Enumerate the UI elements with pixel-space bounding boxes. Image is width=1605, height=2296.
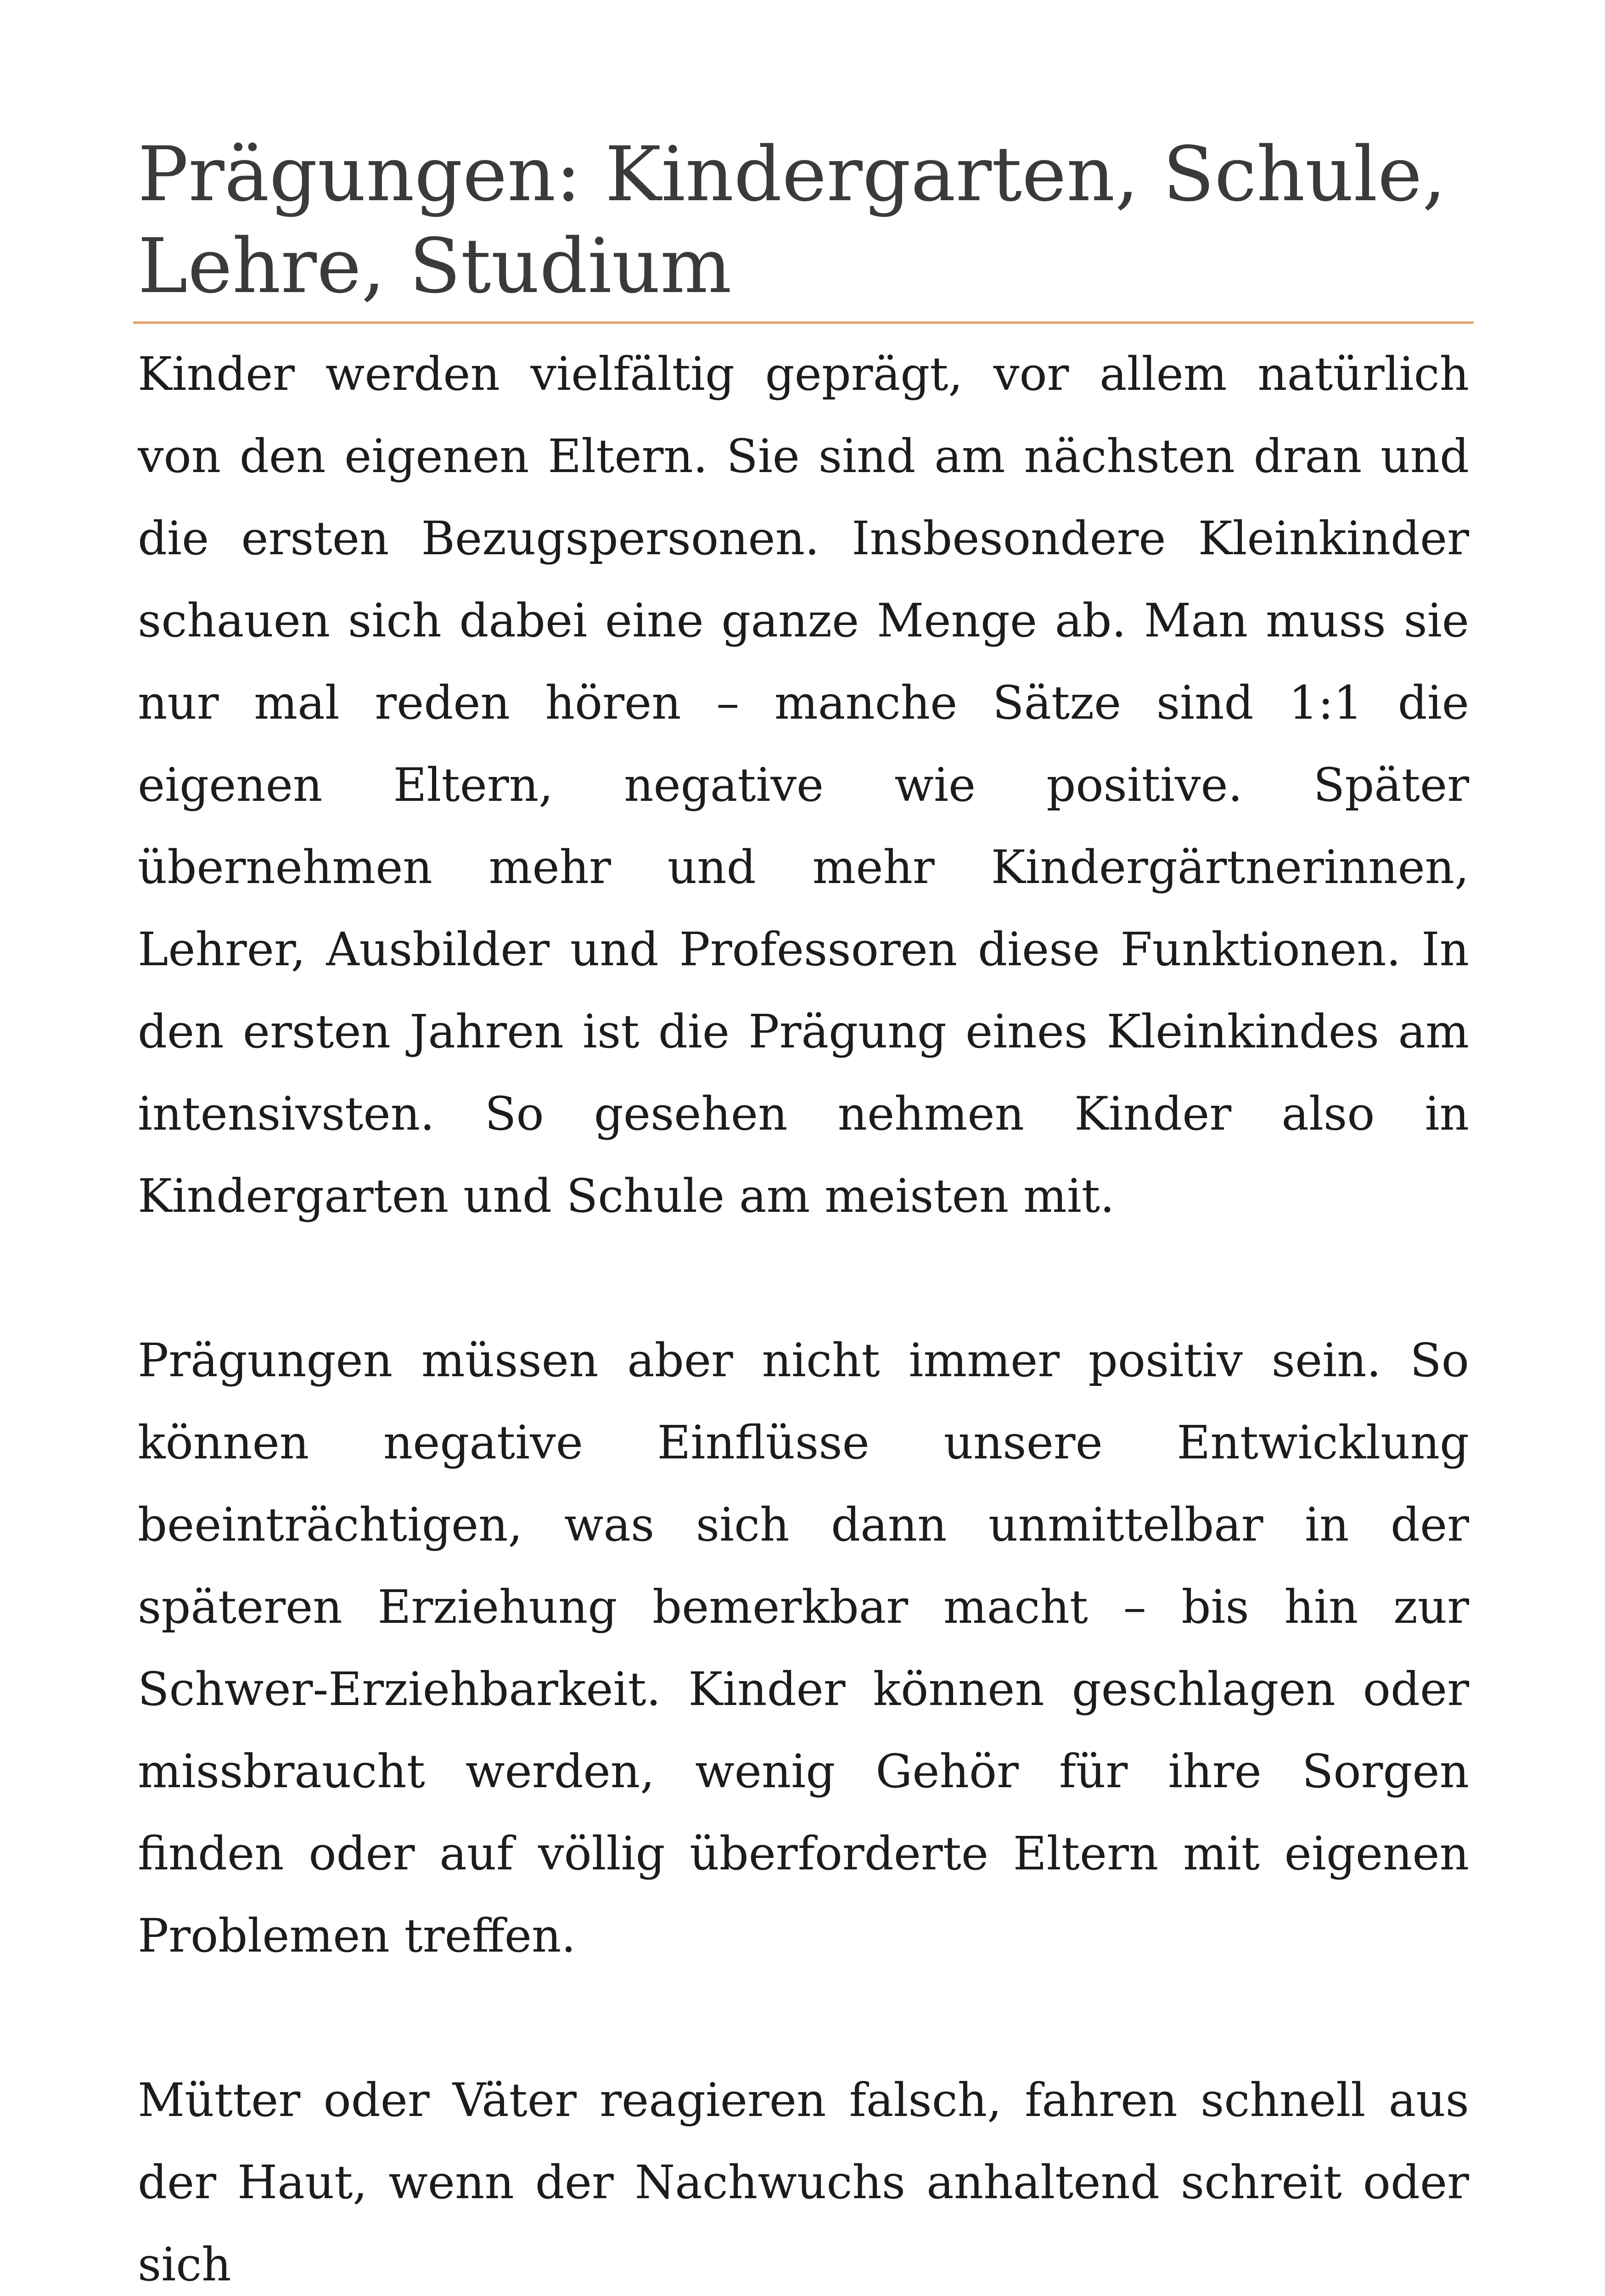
document-body [138,129,1469,2296]
paragraph-1: Kinder werden vielfältig geprägt, vor allem natürlich von den eigenen Eltern. Sie sind am nächsten dran und die ersten Bezugspersonen. Insbesondere Kleinkinder schauen sich dabei eine ganze Menge ab. Man muss sie nur mal reden hören – manche Sätze sind 1:1 die eigenen Eltern, negative wie positive. Später übernehmen mehr und mehr Kindergärtnerinnen, Lehrer, Ausbilder und Professoren diese Funktionen. In den ersten Jahren ist die Prägung eines Kleinkindes am intensivsten. So gesehen nehmen Kinder also in Kindergarten und Schule am meisten mit. [138,347,1469,1223]
page-title: Prägungen: Kindergarten, Schule, Lehre, Studium [138,130,1446,310]
paragraph-2: Prägungen müssen aber nicht immer positiv sein. So können negative Einflüsse unsere Entwicklung beeinträchtigen, was sich dann unmittelbar in der späteren Erziehung bemerkbar macht – bis hin zur Schwer-Erziehbarkeit. Kinder können geschlagen oder missbraucht werden, wenig Gehör für ihre Sorgen finden oder auf völlig überforderte Eltern mit eigenen Problemen treffen. [138,1334,1469,1963]
title-divider [133,321,1474,324]
paragraph-3: Mütter oder Väter reagieren falsch, fahren schnell aus der Haut, wenn der Nachwuchs anhaltend schreit oder sich [138,2073,1469,2291]
